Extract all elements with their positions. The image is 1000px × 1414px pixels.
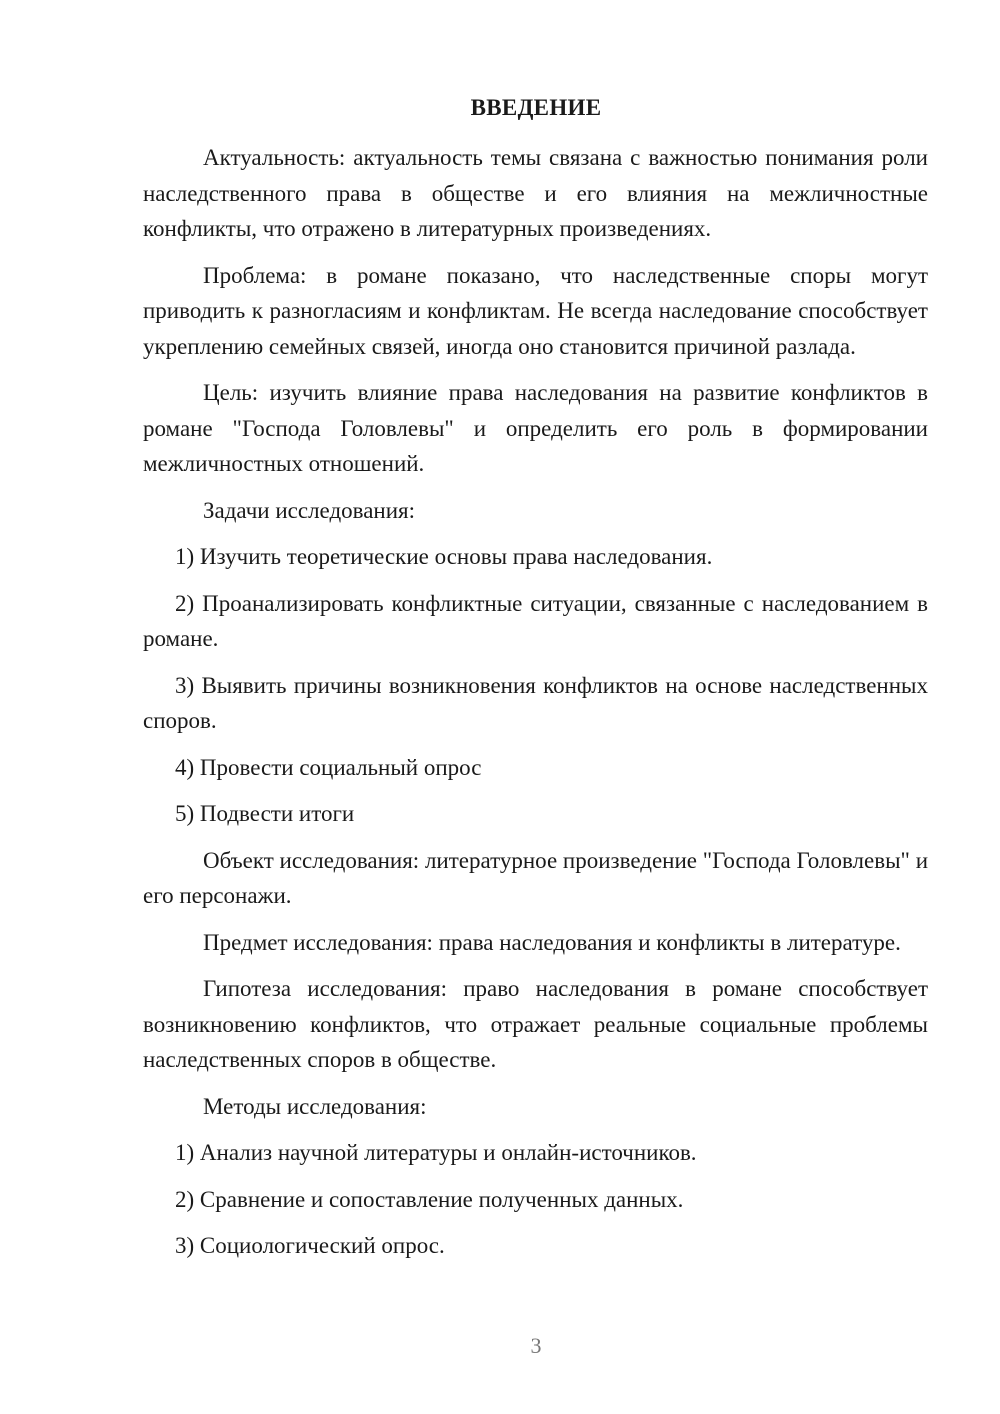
- method-item-2: 2) Сравнение и сопоставление полученных данных.: [175, 1186, 684, 1212]
- task-item-5: 5) Подвести итоги: [175, 801, 355, 826]
- goal-paragraph: Цель: изучить влияние права наследования на развитие конфликтов в романе "Господа Головлевы" и определить его роль в формировании межличностных отношений.: [143, 380, 928, 476]
- page-title: ВВЕДЕНИЕ: [470, 95, 602, 120]
- subject-paragraph: Предмет исследования: права наследования и конфликты в литературе.: [203, 929, 901, 955]
- task-item-1: 1) Изучить теоретические основы права наследования.: [175, 544, 713, 569]
- task-item-3: 3) Выявить причины возникновения конфликтов на основе наследственных споров.: [143, 672, 928, 733]
- object-paragraph: Объект исследования: литературное произведение "Господа Головлевы" и его персонажи.: [143, 847, 928, 908]
- method-item-3: 3) Социологический опрос.: [175, 1233, 445, 1258]
- page-number: 3: [530, 1333, 542, 1358]
- method-item-1: 1) Анализ научной литературы и онлайн-источников.: [175, 1140, 697, 1165]
- methods-heading: Методы исследования:: [203, 1093, 427, 1119]
- hypothesis-paragraph: Гипотеза исследования: право наследования в романе способствует возникновению конфликтов, что отражает реальные социальные проблемы наследственных споров в обществе.: [143, 976, 928, 1072]
- tasks-heading: Задачи исследования:: [203, 497, 416, 523]
- problem-paragraph: Проблема: в романе показано, что наследственные споры могут приводить к разногласиям и конфликтам. Не всегда наследование способствует укреплению семейных связей, иногда оно становится причиной разлада.: [143, 262, 928, 359]
- task-item-4: 4) Провести социальный опрос: [175, 754, 482, 780]
- task-item-2: 2) Проанализировать конфликтные ситуации, связанные с наследованием в романе.: [143, 590, 928, 651]
- document-body: [143, 140, 928, 1275]
- relevance-paragraph: Актуальность: актуальность темы связана с важностью понимания роли наследственного права в обществе и его влияния на межличностные конфликты, что отражено в литературных произведениях.: [143, 145, 928, 241]
